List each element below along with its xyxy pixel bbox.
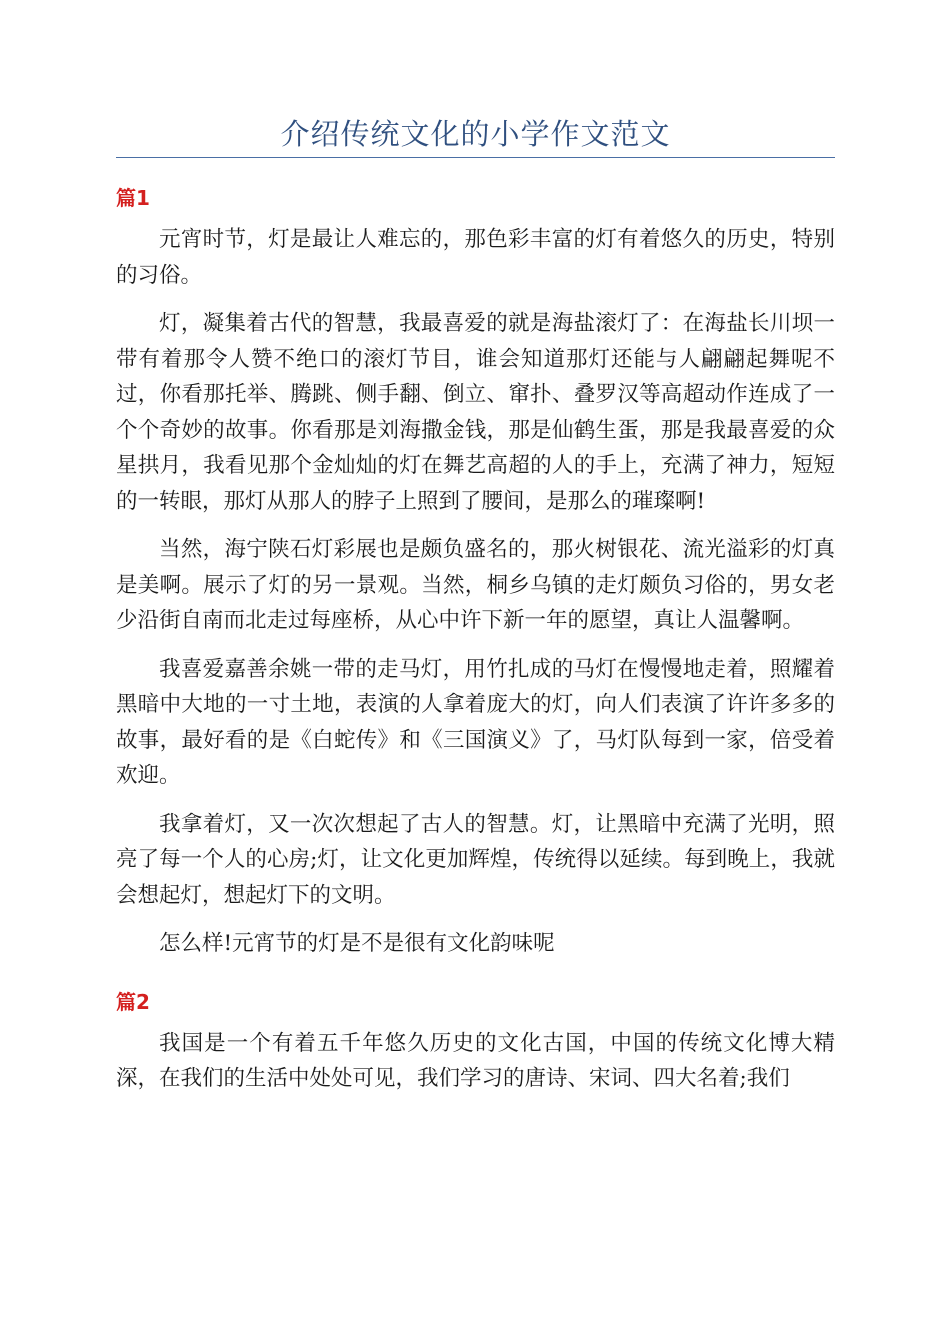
section-1 xyxy=(116,184,835,962)
document-title: 介绍传统文化的小学作文范文 xyxy=(280,117,671,151)
section-2 xyxy=(116,988,835,1097)
document-page xyxy=(116,0,835,1097)
paragraph: 我国是一个有着五千年悠久历史的文化古国，中国的传统文化博大精深，在我们的生活中处处可见，我们学习的唐诗、宋词、四大名着;我们 xyxy=(116,1030,835,1091)
title-underline xyxy=(116,157,835,158)
paragraph: 灯，凝集着古代的智慧，我最喜爱的就是海盐滚灯了：在海盐长川坝一带有着那令人赞不绝口的滚灯节目，谁会知道那灯还能与人翩翩起舞呢不过，你看那托举、腾跳、侧手翻、倒立、窜扑、叠罗汉等高超动作连成了一个个奇妙的故事。你看那是刘海撒金钱，那是仙鹤生蛋，那是我最喜爱的众星拱月，我看见那个金灿灿的灯在舞艺高超的人的手上，充满了神力，短短的一转眼，那灯从那人的脖子上照到了腰间，是那么的璀璨啊! xyxy=(116,311,835,514)
paragraph: 当然，海宁陕石灯彩展也是颇负盛名的，那火树银花、流光溢彩的灯真是美啊。展示了灯的另一景观。当然，桐乡乌镇的走灯颇负习俗的，男女老少沿街自南而北走过每座桥，从心中许下新一年的愿望，真让人温馨啊。 xyxy=(116,537,835,633)
paragraph: 元宵时节，灯是最让人难忘的，那色彩丰富的灯有着悠久的历史，特别的习俗。 xyxy=(116,227,835,288)
paragraph: 我拿着灯，又一次次想起了古人的智慧。灯，让黑暗中充满了光明，照亮了每一个人的心房;灯，让文化更加辉煌，传统得以延续。每到晚上，我就会想起灯，想起灯下的文明。 xyxy=(116,811,835,908)
paragraph: 怎么样!元宵节的灯是不是很有文化韵味呢 xyxy=(159,931,555,956)
paragraph: 我喜爱嘉善余姚一带的走马灯，用竹扎成的马灯在慢慢地走着，照耀着黑暗中大地的一寸土地，表演的人拿着庞大的灯，向人们表演了许许多多的故事，最好看的是《白蛇传》和《三国演义》了，马灯队每到一家，倍受着欢迎。 xyxy=(116,656,835,788)
section-heading: 篇1 xyxy=(116,186,150,210)
section-heading: 篇2 xyxy=(116,989,150,1014)
